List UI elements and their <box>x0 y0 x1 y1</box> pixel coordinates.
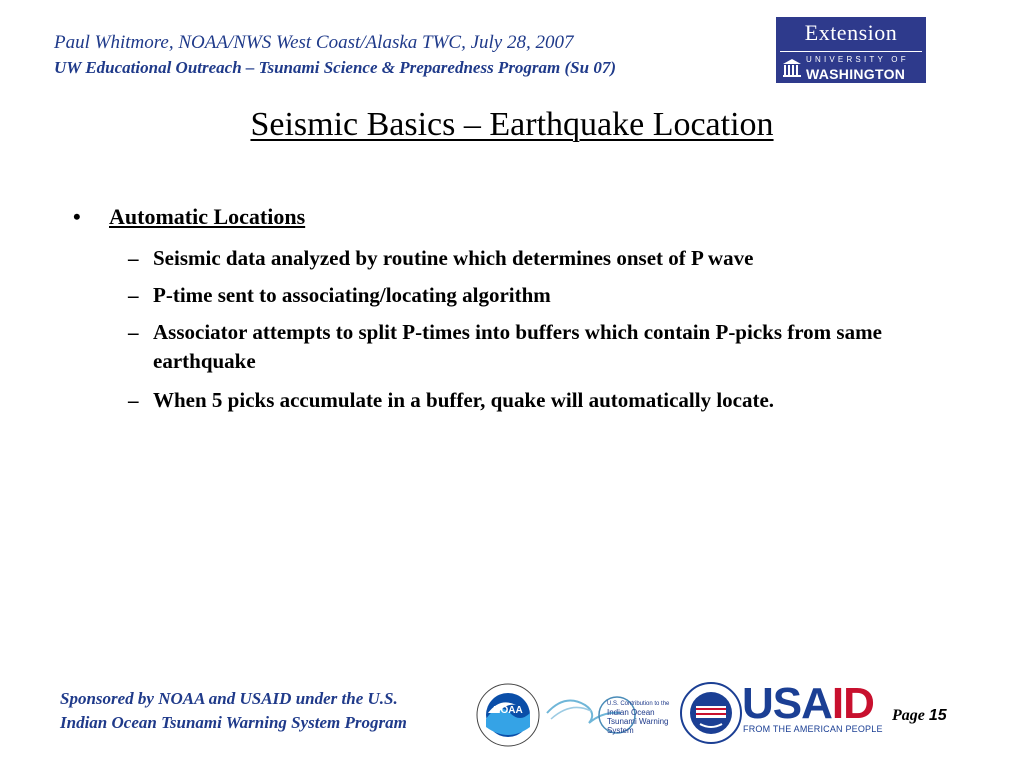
usaid-logo <box>742 679 883 739</box>
bullet-automatic-locations <box>73 204 305 230</box>
bullet-label: Automatic Locations <box>109 204 306 229</box>
iotws-text-4: System <box>607 726 634 735</box>
iotws-text-3: Tsunami Warning <box>607 717 669 726</box>
iotws-logo-icon <box>545 683 673 743</box>
sub-bullet-marker: – <box>128 388 139 412</box>
sub-bullet <box>128 281 948 310</box>
iotws-text-1: U.S. Contribution to the <box>607 701 670 707</box>
sub-bullet <box>128 386 948 415</box>
page-label: Page <box>892 707 925 724</box>
uw-washington-word: WASHINGTON <box>806 66 906 82</box>
sub-bullet-marker: – <box>128 246 139 270</box>
sub-bullet-text: Seismic data analyzed by routine which determines onset of P wave <box>153 246 754 270</box>
sponsor-line-2: Indian Ocean Tsunami Warning System Program <box>60 713 407 732</box>
sub-bullet <box>128 244 948 273</box>
sub-bullet-text: Associator attempts to split P-times into buffers which contain P-picks from same earthquake <box>153 320 882 373</box>
noaa-logo-icon <box>476 683 540 747</box>
iotws-text-2: Indian Ocean <box>607 708 655 717</box>
sponsor-note <box>60 687 407 735</box>
slide-title: Seismic Basics – Earthquake Location <box>250 106 774 143</box>
uw-extension-logo <box>776 17 926 83</box>
usaid-seal-icon <box>680 682 742 744</box>
page-number <box>892 707 947 725</box>
uw-logo-divider <box>780 51 922 52</box>
svg-text:NOAA: NOAA <box>493 705 523 716</box>
sub-bullet-marker: – <box>128 320 139 344</box>
presenter-credit: Paul Whitmore, NOAA/NWS West Coast/Alaska TWC, July 28, 2007 <box>54 32 574 53</box>
sub-bullet <box>128 318 928 376</box>
page-number-value: 15 <box>928 707 947 724</box>
program-credit: UW Educational Outreach – Tsunami Science & Preparedness Program (Su 07) <box>54 58 617 77</box>
usaid-tagline: FROM THE AMERICAN PEOPLE <box>743 724 883 734</box>
uw-temple-icon <box>782 58 802 78</box>
uw-extension-word: Extension <box>804 20 898 45</box>
sub-bullet-text: P-time sent to associating/locating algorithm <box>153 283 551 307</box>
usaid-wordmark: USAID <box>742 679 874 728</box>
sponsor-line-1: Sponsored by NOAA and USAID under the U.S. <box>60 689 398 708</box>
uw-university-of: UNIVERSITY OF <box>806 55 909 64</box>
sub-bullet-text: When 5 picks accumulate in a buffer, quake will automatically locate. <box>153 388 775 412</box>
sub-bullet-marker: – <box>128 283 139 307</box>
bullet-marker: • <box>73 204 81 229</box>
